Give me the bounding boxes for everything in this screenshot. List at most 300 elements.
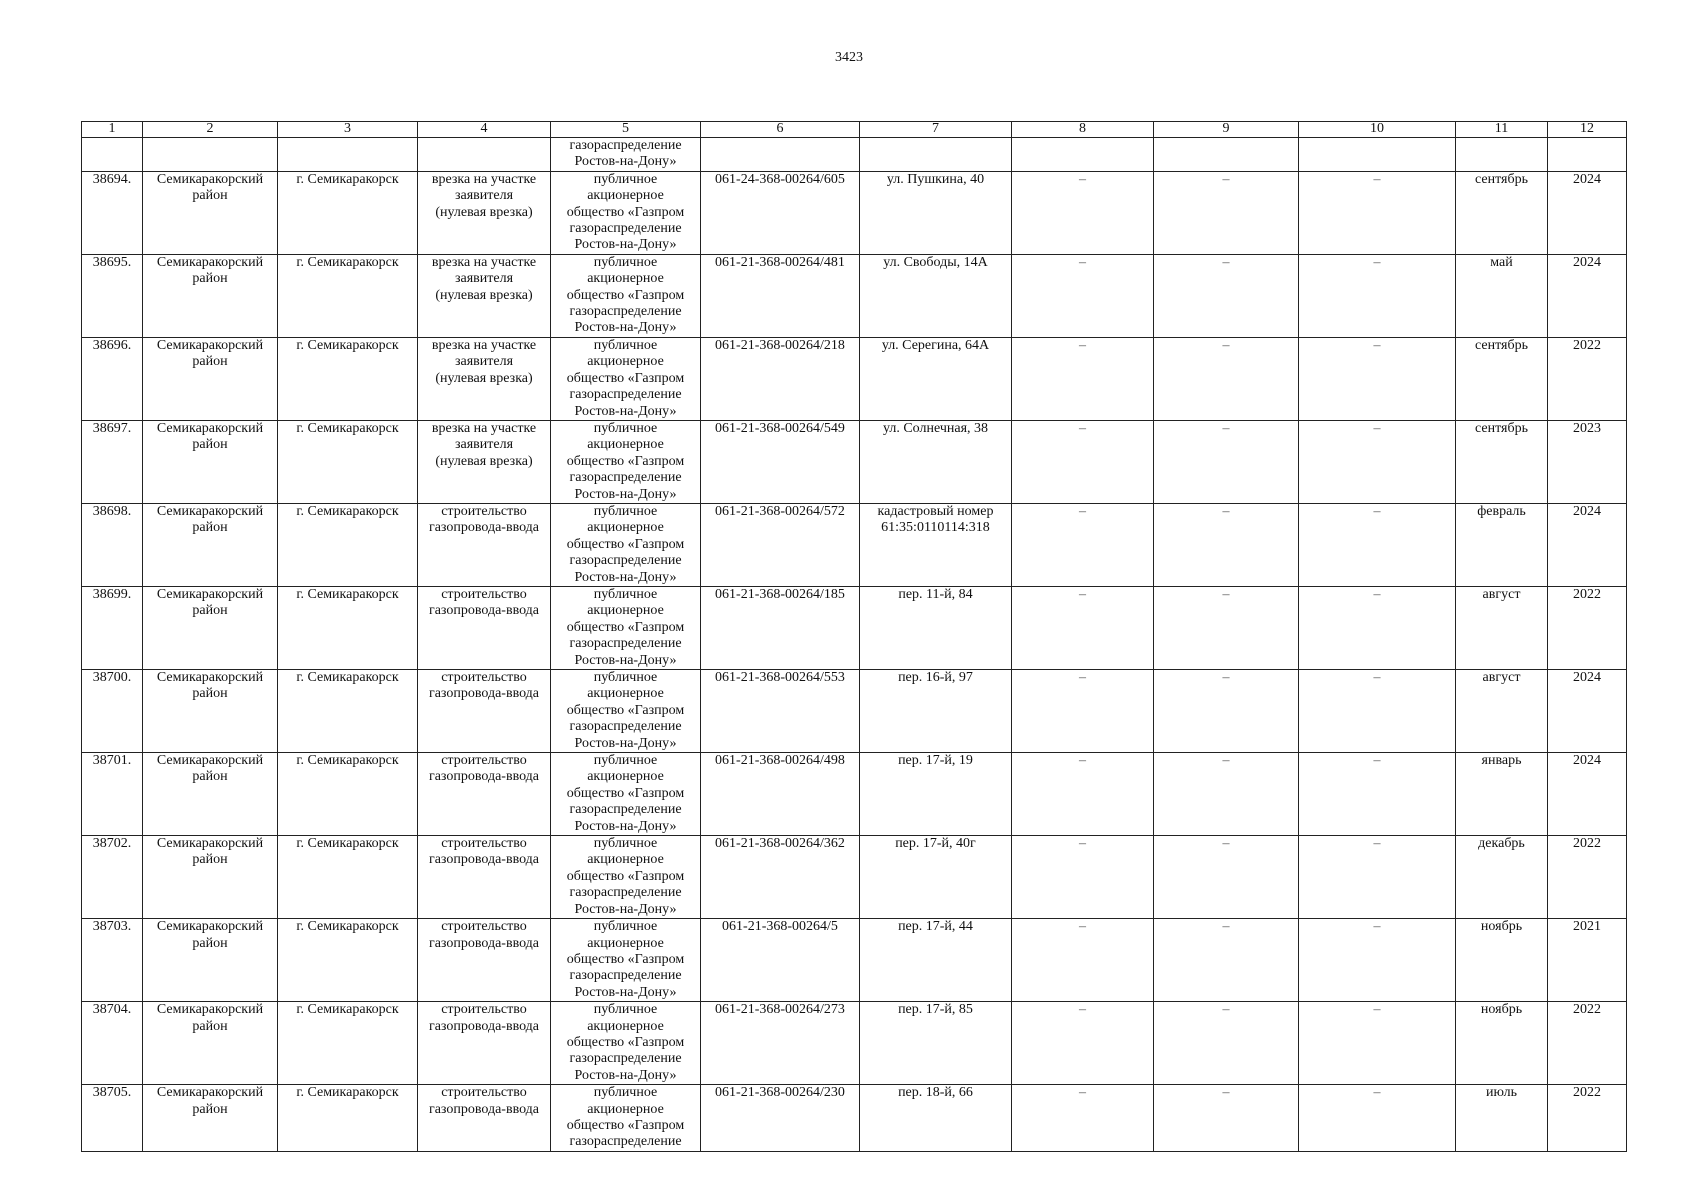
- month-cell: декабрь: [1456, 836, 1548, 919]
- cell-line: Ростов-на-Дону»: [574, 652, 677, 668]
- column-8-cell: –: [1012, 503, 1154, 586]
- year-cell: 2021: [1548, 919, 1627, 1002]
- year-cell: 2022: [1548, 1002, 1627, 1085]
- contract-number-cell: 061-21-368-00264/5: [701, 919, 860, 1002]
- column-number: 11: [1456, 122, 1548, 138]
- locality-cell: г. Семикаракорск: [278, 254, 418, 337]
- column-9-cell: –: [1154, 836, 1299, 919]
- cell-line: Ростов-на-Дону»: [574, 901, 677, 917]
- column-8-cell: –: [1012, 171, 1154, 254]
- row-number: 38702.: [82, 836, 143, 919]
- locality-cell: г. Семикаракорск: [278, 171, 418, 254]
- organization-cell: [551, 1085, 701, 1152]
- column-9-cell: –: [1154, 919, 1299, 1002]
- address-cell: [860, 337, 1012, 420]
- cell-line: район: [192, 1018, 228, 1034]
- cell-line: общество «Газпром: [566, 536, 685, 552]
- cell-line: район: [192, 686, 228, 702]
- cell-line: публичное: [593, 420, 658, 436]
- contract-number-cell: 061-21-368-00264/553: [701, 670, 860, 753]
- work-type-cell: [418, 503, 551, 586]
- cell-line: Семикаракорский: [156, 1002, 264, 1018]
- year-cell: 2024: [1548, 503, 1627, 586]
- table-cell: [1012, 138, 1154, 172]
- page-number: 3423: [835, 50, 863, 65]
- locality-cell: г. Семикаракорск: [278, 836, 418, 919]
- work-type-cell: [418, 753, 551, 836]
- district-cell: [143, 171, 278, 254]
- cell-line: Ростов-на-Дону»: [574, 1067, 677, 1083]
- cell-line: строительство: [441, 1085, 527, 1101]
- year-cell: 2022: [1548, 337, 1627, 420]
- continuation-organization: [551, 138, 701, 172]
- cell-line: район: [192, 354, 228, 370]
- cell-line: (нулевая врезка): [435, 370, 533, 386]
- district-cell: [143, 753, 278, 836]
- column-10-cell: –: [1299, 919, 1456, 1002]
- cell-line: Семикаракорский: [156, 919, 264, 935]
- table-cell: [1154, 138, 1299, 172]
- cell-line: газораспределение: [569, 802, 682, 818]
- cell-line: газопровода-ввода: [428, 686, 540, 702]
- cell-line: ул. Пушкина, 40: [886, 171, 985, 187]
- cell-line: акционерное: [587, 852, 664, 868]
- work-type-cell: [418, 254, 551, 337]
- locality-cell: г. Семикаракорск: [278, 1085, 418, 1152]
- row-number: 38696.: [82, 337, 143, 420]
- cell-line: общество «Газпром: [566, 868, 685, 884]
- cell-line: общество «Газпром: [566, 204, 685, 220]
- cell-line: пер. 17-й, 44: [898, 919, 973, 935]
- cell-line: публичное: [593, 753, 658, 769]
- cell-line: акционерное: [587, 1101, 664, 1117]
- cell-line: район: [192, 935, 228, 951]
- column-10-cell: –: [1299, 586, 1456, 669]
- work-type-cell: [418, 919, 551, 1002]
- cell-line: общество «Газпром: [566, 453, 685, 469]
- month-cell: сентябрь: [1456, 337, 1548, 420]
- cell-line: акционерное: [587, 188, 664, 204]
- organization-cell: [551, 753, 701, 836]
- cell-line: врезка на участке: [431, 171, 537, 187]
- register-table: [81, 121, 1627, 1152]
- cell-line: район: [192, 1101, 228, 1117]
- cell-line: строительство: [441, 503, 527, 519]
- row-number: 38705.: [82, 1085, 143, 1152]
- address-cell: [860, 586, 1012, 669]
- cell-line: газораспределение: [569, 553, 682, 569]
- cell-line: публичное: [593, 670, 658, 685]
- contract-number-cell: 061-24-368-00264/605: [701, 171, 860, 254]
- cell-line: публичное: [593, 254, 658, 270]
- cell-line: Ростов-на-Дону»: [574, 486, 677, 502]
- column-number: 12: [1548, 122, 1627, 138]
- contract-number-cell: 061-21-368-00264/572: [701, 503, 860, 586]
- column-number: 3: [278, 122, 418, 138]
- cell-line: акционерное: [587, 520, 664, 536]
- contract-number-cell: 061-21-368-00264/481: [701, 254, 860, 337]
- cell-line: публичное: [593, 836, 658, 852]
- cell-line: акционерное: [587, 354, 664, 370]
- cell-line: район: [192, 520, 228, 536]
- district-cell: [143, 337, 278, 420]
- cell-line: публичное: [593, 337, 658, 353]
- cell-line: Семикаракорский: [156, 1085, 264, 1101]
- column-10-cell: –: [1299, 1002, 1456, 1085]
- column-8-cell: –: [1012, 836, 1154, 919]
- column-number: 5: [551, 122, 701, 138]
- month-cell: ноябрь: [1456, 1002, 1548, 1085]
- row-number: 38697.: [82, 420, 143, 503]
- work-type-cell: [418, 420, 551, 503]
- table-cell: [701, 138, 860, 172]
- cell-line: акционерное: [587, 603, 664, 619]
- column-8-cell: –: [1012, 337, 1154, 420]
- organization-cell: [551, 836, 701, 919]
- column-8-cell: –: [1012, 1085, 1154, 1152]
- table-row: [82, 836, 1627, 919]
- month-cell: август: [1456, 586, 1548, 669]
- cell-line: газопровода-ввода: [428, 1018, 540, 1034]
- address-cell: [860, 753, 1012, 836]
- district-cell: [143, 503, 278, 586]
- work-type-cell: [418, 1085, 551, 1152]
- cell-line: общество «Газпром: [566, 287, 685, 303]
- cell-line: пер. 17-й, 19: [898, 753, 973, 769]
- column-number: 9: [1154, 122, 1299, 138]
- cell-line: газопровода-ввода: [428, 1101, 540, 1117]
- cell-line: строительство: [441, 1002, 527, 1018]
- month-cell: ноябрь: [1456, 919, 1548, 1002]
- contract-number-cell: 061-21-368-00264/549: [701, 420, 860, 503]
- address-cell: [860, 1002, 1012, 1085]
- locality-cell: г. Семикаракорск: [278, 503, 418, 586]
- cell-line: общество «Газпром: [566, 619, 685, 635]
- cell-line: газораспределение: [569, 636, 682, 652]
- cell-line: общество «Газпром: [566, 951, 685, 967]
- year-cell: 2024: [1548, 171, 1627, 254]
- cell-line: врезка на участке: [431, 254, 537, 270]
- column-number: 1: [82, 122, 143, 138]
- cell-line: газораспределение: [569, 470, 682, 486]
- table-row: [82, 254, 1627, 337]
- locality-cell: г. Семикаракорск: [278, 1002, 418, 1085]
- organization-cell: [551, 254, 701, 337]
- column-9-cell: –: [1154, 171, 1299, 254]
- year-cell: 2024: [1548, 254, 1627, 337]
- month-cell: август: [1456, 670, 1548, 753]
- cell-line: публичное: [593, 171, 658, 187]
- address-cell: [860, 171, 1012, 254]
- cell-line: акционерное: [587, 769, 664, 785]
- year-cell: 2023: [1548, 420, 1627, 503]
- year-cell: 2022: [1548, 1085, 1627, 1152]
- work-type-cell: [418, 670, 551, 753]
- cell-line: район: [192, 188, 228, 204]
- cell-line: Ростов-на-Дону»: [574, 403, 677, 419]
- cell-line: акционерное: [587, 437, 664, 453]
- cell-line: Семикаракорский: [156, 254, 264, 270]
- work-type-cell: [418, 171, 551, 254]
- row-number: 38699.: [82, 586, 143, 669]
- row-number: 38704.: [82, 1002, 143, 1085]
- column-9-cell: –: [1154, 1002, 1299, 1085]
- table-cell: [1299, 138, 1456, 172]
- organization-cell: [551, 420, 701, 503]
- row-number: 38694.: [82, 171, 143, 254]
- cell-line: пер. 17-й, 85: [898, 1002, 973, 1018]
- cell-line: акционерное: [587, 271, 664, 287]
- row-number: 38703.: [82, 919, 143, 1002]
- table-row: [82, 337, 1627, 420]
- cell-line: газораспределение: [569, 138, 682, 153]
- district-cell: [143, 1085, 278, 1152]
- table-cell: [1456, 138, 1548, 172]
- cell-line: Ростов-на-Дону»: [574, 818, 677, 834]
- table-cell: [418, 138, 551, 172]
- cell-line: газораспределение: [569, 304, 682, 320]
- locality-cell: г. Семикаракорск: [278, 753, 418, 836]
- cell-line: строительство: [441, 836, 527, 852]
- column-8-cell: –: [1012, 919, 1154, 1002]
- month-cell: июль: [1456, 1085, 1548, 1152]
- year-cell: 2022: [1548, 586, 1627, 669]
- column-number: 8: [1012, 122, 1154, 138]
- cell-line: Семикаракорский: [156, 503, 264, 519]
- cell-line: газораспределение: [569, 885, 682, 901]
- cell-line: район: [192, 603, 228, 619]
- cell-line: 61:35:0110114:318: [881, 520, 990, 536]
- column-10-cell: –: [1299, 420, 1456, 503]
- column-10-cell: –: [1299, 1085, 1456, 1152]
- cell-line: район: [192, 437, 228, 453]
- column-9-cell: –: [1154, 420, 1299, 503]
- table-cell: [143, 138, 278, 172]
- address-cell: [860, 836, 1012, 919]
- district-cell: [143, 670, 278, 753]
- cell-line: публичное: [593, 503, 658, 519]
- column-9-cell: –: [1154, 670, 1299, 753]
- row-number: 38695.: [82, 254, 143, 337]
- cell-line: Семикаракорский: [156, 753, 264, 769]
- column-number: 2: [143, 122, 278, 138]
- cell-line: публичное: [593, 1085, 658, 1101]
- cell-line: строительство: [441, 670, 527, 685]
- table-cell: [860, 138, 1012, 172]
- cell-line: Семикаракорский: [156, 836, 264, 852]
- district-cell: [143, 1002, 278, 1085]
- locality-cell: г. Семикаракорск: [278, 919, 418, 1002]
- row-number: 38701.: [82, 753, 143, 836]
- cell-line: заявителя: [454, 437, 514, 453]
- work-type-cell: [418, 836, 551, 919]
- cell-line: район: [192, 271, 228, 287]
- row-number: 38698.: [82, 503, 143, 586]
- cell-line: Семикаракорский: [156, 337, 264, 353]
- year-cell: 2024: [1548, 753, 1627, 836]
- cell-line: (нулевая врезка): [435, 287, 533, 303]
- column-number-row: [82, 122, 1627, 138]
- cell-line: акционерное: [587, 1018, 664, 1034]
- column-9-cell: –: [1154, 1085, 1299, 1152]
- contract-number-cell: 061-21-368-00264/185: [701, 586, 860, 669]
- year-cell: 2024: [1548, 670, 1627, 753]
- work-type-cell: [418, 1002, 551, 1085]
- cell-line: газопровода-ввода: [428, 603, 540, 619]
- address-cell: [860, 503, 1012, 586]
- continuation-row: [82, 138, 1627, 172]
- cell-line: Семикаракорский: [156, 670, 264, 685]
- cell-line: Ростов-на-Дону»: [574, 320, 677, 336]
- cell-line: Ростов-на-Дону»: [574, 569, 677, 585]
- table-row: [82, 1002, 1627, 1085]
- cell-line: газопровода-ввода: [428, 935, 540, 951]
- cell-line: заявителя: [454, 271, 514, 287]
- address-cell: [860, 919, 1012, 1002]
- cell-line: кадастровый номер: [877, 503, 994, 519]
- column-8-cell: –: [1012, 1002, 1154, 1085]
- contract-number-cell: 061-21-368-00264/230: [701, 1085, 860, 1152]
- cell-line: газораспределение: [569, 719, 682, 735]
- organization-cell: [551, 503, 701, 586]
- cell-line: заявителя: [454, 188, 514, 204]
- cell-line: Ростов-на-Дону»: [574, 154, 677, 170]
- organization-cell: [551, 586, 701, 669]
- cell-line: акционерное: [587, 935, 664, 951]
- cell-line: газораспределение: [569, 1134, 682, 1150]
- cell-line: врезка на участке: [431, 420, 537, 436]
- column-number: 6: [701, 122, 860, 138]
- cell-line: Ростов-на-Дону»: [574, 984, 677, 1000]
- district-cell: [143, 919, 278, 1002]
- cell-line: ул. Серегина, 64А: [881, 337, 990, 353]
- cell-line: Семикаракорский: [156, 586, 264, 602]
- cell-line: Семикаракорский: [156, 420, 264, 436]
- table-row: [82, 586, 1627, 669]
- column-9-cell: –: [1154, 503, 1299, 586]
- table-cell: [1548, 138, 1627, 172]
- column-10-cell: –: [1299, 503, 1456, 586]
- column-8-cell: –: [1012, 753, 1154, 836]
- month-cell: февраль: [1456, 503, 1548, 586]
- cell-line: Ростов-на-Дону»: [574, 735, 677, 751]
- cell-line: газораспределение: [569, 968, 682, 984]
- address-cell: [860, 254, 1012, 337]
- column-8-cell: –: [1012, 670, 1154, 753]
- organization-cell: [551, 1002, 701, 1085]
- cell-line: газораспределение: [569, 387, 682, 403]
- cell-line: общество «Газпром: [566, 702, 685, 718]
- cell-line: строительство: [441, 586, 527, 602]
- table-row: [82, 503, 1627, 586]
- cell-line: газопровода-ввода: [428, 852, 540, 868]
- district-cell: [143, 254, 278, 337]
- table-body: [82, 122, 1627, 1152]
- cell-line: газопровода-ввода: [428, 520, 540, 536]
- district-cell: [143, 836, 278, 919]
- month-cell: сентябрь: [1456, 420, 1548, 503]
- contract-number-cell: 061-21-368-00264/498: [701, 753, 860, 836]
- table-cell: [82, 138, 143, 172]
- cell-line: (нулевая врезка): [435, 204, 533, 220]
- district-cell: [143, 586, 278, 669]
- cell-line: ул. Солнечная, 38: [882, 420, 989, 436]
- table-row: [82, 670, 1627, 753]
- address-cell: [860, 670, 1012, 753]
- column-10-cell: –: [1299, 254, 1456, 337]
- cell-line: район: [192, 769, 228, 785]
- column-number: 10: [1299, 122, 1456, 138]
- column-8-cell: –: [1012, 254, 1154, 337]
- cell-line: Ростов-на-Дону»: [574, 237, 677, 253]
- column-10-cell: –: [1299, 836, 1456, 919]
- cell-line: газораспределение: [569, 221, 682, 237]
- organization-cell: [551, 337, 701, 420]
- district-cell: [143, 420, 278, 503]
- month-cell: май: [1456, 254, 1548, 337]
- organization-cell: [551, 171, 701, 254]
- locality-cell: г. Семикаракорск: [278, 670, 418, 753]
- table-row: [82, 420, 1627, 503]
- column-9-cell: –: [1154, 337, 1299, 420]
- cell-line: газопровода-ввода: [428, 769, 540, 785]
- table-row: [82, 919, 1627, 1002]
- column-number: 7: [860, 122, 1012, 138]
- column-10-cell: –: [1299, 337, 1456, 420]
- cell-line: публичное: [593, 919, 658, 935]
- table-row: [82, 171, 1627, 254]
- locality-cell: г. Семикаракорск: [278, 337, 418, 420]
- organization-cell: [551, 670, 701, 753]
- column-8-cell: –: [1012, 586, 1154, 669]
- column-9-cell: –: [1154, 753, 1299, 836]
- column-10-cell: –: [1299, 670, 1456, 753]
- cell-line: врезка на участке: [431, 337, 537, 353]
- contract-number-cell: 061-21-368-00264/218: [701, 337, 860, 420]
- cell-line: публичное: [593, 1002, 658, 1018]
- column-10-cell: –: [1299, 171, 1456, 254]
- cell-line: строительство: [441, 919, 527, 935]
- cell-line: пер. 17-й, 40г: [895, 836, 976, 852]
- column-9-cell: –: [1154, 586, 1299, 669]
- cell-line: общество «Газпром: [566, 1117, 685, 1133]
- locality-cell: г. Семикаракорск: [278, 420, 418, 503]
- column-10-cell: –: [1299, 753, 1456, 836]
- cell-line: общество «Газпром: [566, 785, 685, 801]
- cell-line: акционерное: [587, 686, 664, 702]
- cell-line: заявителя: [454, 354, 514, 370]
- cell-line: ул. Свободы, 14А: [883, 254, 988, 270]
- cell-line: публичное: [593, 586, 658, 602]
- cell-line: строительство: [441, 753, 527, 769]
- table-row: [82, 753, 1627, 836]
- contract-number-cell: 061-21-368-00264/273: [701, 1002, 860, 1085]
- cell-line: общество «Газпром: [566, 370, 685, 386]
- column-8-cell: –: [1012, 420, 1154, 503]
- month-cell: январь: [1456, 753, 1548, 836]
- address-cell: [860, 420, 1012, 503]
- year-cell: 2022: [1548, 836, 1627, 919]
- address-cell: [860, 1085, 1012, 1152]
- cell-line: пер. 11-й, 84: [898, 586, 973, 602]
- organization-cell: [551, 919, 701, 1002]
- contract-number-cell: 061-21-368-00264/362: [701, 836, 860, 919]
- column-number: 4: [418, 122, 551, 138]
- work-type-cell: [418, 586, 551, 669]
- cell-line: (нулевая врезка): [435, 453, 533, 469]
- month-cell: сентябрь: [1456, 171, 1548, 254]
- table-row: [82, 1085, 1627, 1152]
